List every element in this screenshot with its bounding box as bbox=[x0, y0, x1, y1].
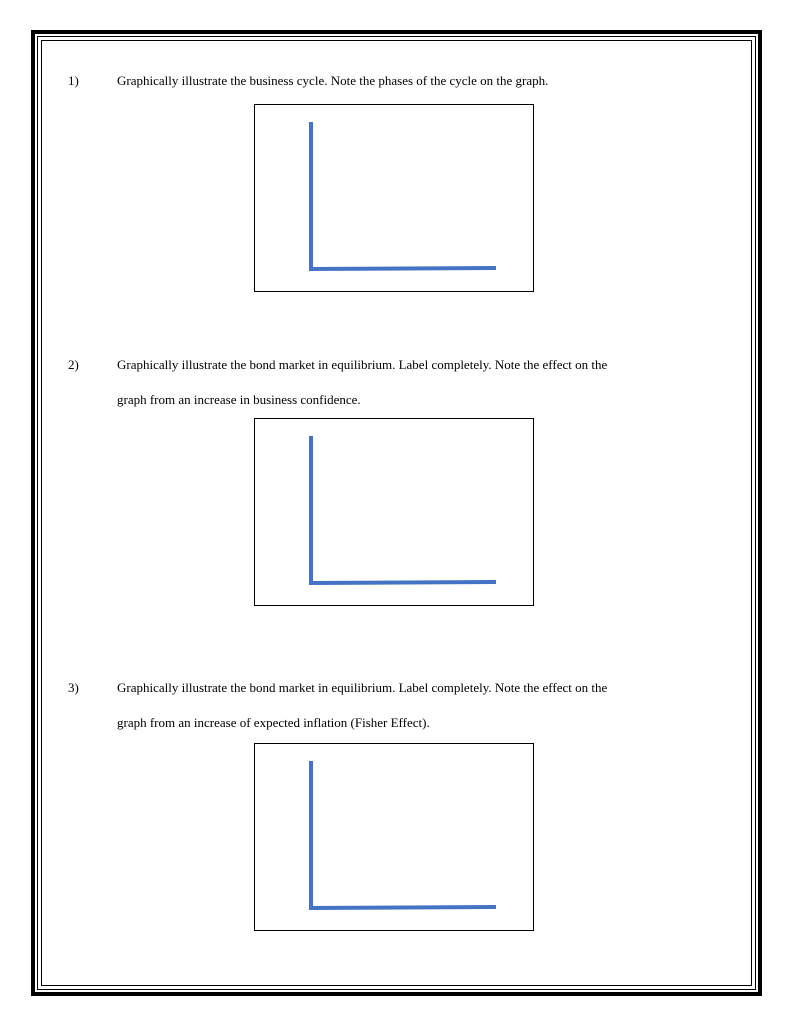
question-1-x-axis bbox=[309, 268, 496, 269]
question-1-axes bbox=[255, 105, 533, 291]
question-1-graph-area[interactable] bbox=[254, 104, 534, 292]
question-1-text-line-1: Graphically illustrate the business cycle. Note the phases of the cycle on the graph. bbox=[117, 73, 549, 88]
question-2-text-line-1: Graphically illustrate the bond market in equilibrium. Label completely. Note the effect on the bbox=[117, 357, 608, 372]
question-3-graph-area[interactable] bbox=[254, 743, 534, 931]
question-3-x-axis bbox=[309, 907, 496, 908]
question-1-number: 1) bbox=[68, 73, 79, 88]
question-3-text-line-1: Graphically illustrate the bond market in equilibrium. Label completely. Note the effect on the bbox=[117, 680, 608, 695]
question-2-x-axis bbox=[309, 582, 496, 583]
question-3-axes bbox=[255, 744, 533, 930]
question-2-number: 2) bbox=[68, 357, 79, 372]
question-2-graph-area[interactable] bbox=[254, 418, 534, 606]
question-2-axes bbox=[255, 419, 533, 605]
question-3-number: 3) bbox=[68, 680, 79, 695]
question-3-text-line-2: graph from an increase of expected inflation (Fisher Effect). bbox=[117, 715, 430, 730]
question-2-text-line-2: graph from an increase in business confidence. bbox=[117, 392, 361, 407]
